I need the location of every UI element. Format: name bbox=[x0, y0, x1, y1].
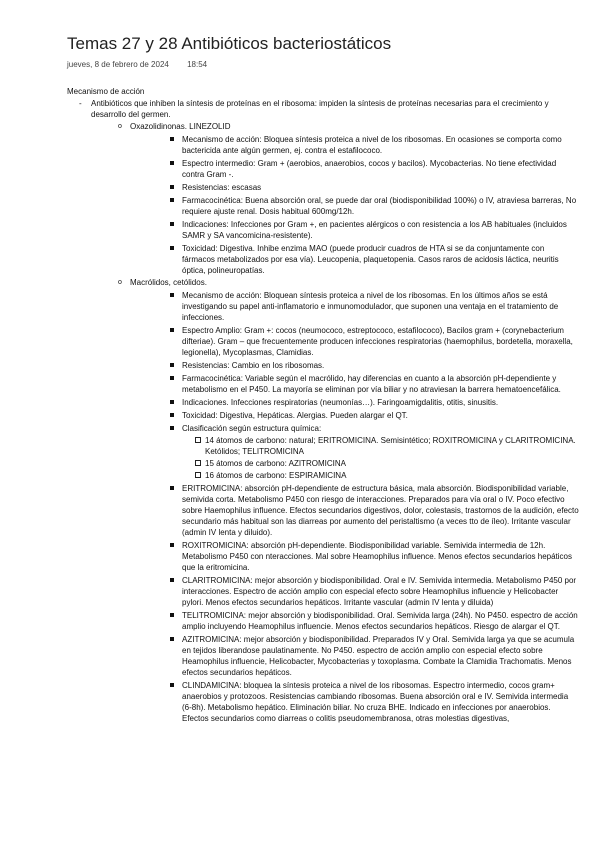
classification-item bbox=[195, 435, 579, 457]
outline-root bbox=[67, 98, 579, 724]
intro-text: Antibióticos que inhiben la síntesis de proteínas en el ribosoma: impiden la síntesis de proteínas necesarias para el crecimiento y desarrollo del germen. bbox=[91, 99, 549, 119]
square-bullet-icon bbox=[170, 637, 174, 641]
list-item-text: Toxicidad: Digestiva. Inhibe enzima MAO (puede producir cuadros de HTA si se da conjuntamente con fármacos metabolizados por esa vía). Leucopenia, plaquetopenia. Casos raros de acidosis láctica, neuritis óptica, polineuropatías. bbox=[182, 244, 559, 275]
classification-text: 15 átomos de carbono: AZITROMICINA bbox=[205, 459, 346, 468]
classification-text: 16 átomos de carbono: ESPIRAMICINA bbox=[205, 471, 347, 480]
list-item bbox=[170, 290, 579, 323]
list-item-text: Farmacocinética: Variable según el macrólido, hay diferencias en cuanto a la absorción pH-dependiente y metabolismo en el P450. La mayoría se eliminan por vía biliar y no atraviesan la barrera hematoencefálica. bbox=[182, 374, 561, 394]
page-date: jueves, 8 de febrero de 2024 bbox=[67, 60, 169, 69]
list-item-classification bbox=[170, 423, 579, 481]
list-item-text: Resistencias: escasas bbox=[182, 183, 262, 192]
classification-item bbox=[195, 458, 579, 469]
group-title: Macrólidos, cetólidos. bbox=[130, 278, 207, 287]
drug-text: CLARITROMICINA: mejor absorción y biodisponibilidad. Oral e IV. Semivida intermedia. Metabolismo P450 por interacciones. Espectro de acción amplio con especial efecto sobre Heamophilus influencie y Helicobacter pylori. Menos efectos secundarios hepáticos. Irritante vascular (admin IV lenta y diluida) bbox=[182, 576, 577, 607]
list-item bbox=[170, 158, 579, 180]
drug-text: ROXITROMICINA: absorción pH-dependiente. Biodisponibilidad variable. Semivida intermedia de 12h. Metabolismo P450 con nteracciones. Mal sobre Heamophilus influence. Menos efectos secundarios hepáticos que la eritromicina. bbox=[182, 541, 572, 572]
list-item bbox=[170, 360, 579, 371]
list-item-text: Resistencias: Cambio en los ribosomas. bbox=[182, 361, 325, 370]
list-item-text: Mecanismo de acción: Bloquea síntesis proteica a nivel de los ribosomas. En ocasiones se comporta como bactericida ante algún germen, ej. contra el estafilococo. bbox=[182, 135, 562, 155]
list-item bbox=[170, 243, 579, 276]
circle-bullet-icon: o bbox=[118, 279, 122, 286]
square-bullet-icon bbox=[170, 246, 174, 250]
list-item-text: Mecanismo de acción: Bloquean síntesis proteica a nivel de los ribosomas. En los últimos años se está investigando su papel anti-inflamatorio e inmunomodulador, que suponen una ventaja en el tratamiento de infecciones. bbox=[182, 291, 559, 322]
list-item-text: Toxicidad: Digestiva, Hepáticas. Alergias. Pueden alargar el QT. bbox=[182, 411, 408, 420]
square-bullet-icon bbox=[170, 363, 174, 367]
group-items bbox=[130, 134, 579, 276]
list-item bbox=[170, 325, 579, 358]
group-list bbox=[91, 121, 579, 724]
square-bullet-icon bbox=[170, 161, 174, 165]
drug-item bbox=[170, 634, 579, 678]
hollow-square-bullet-icon bbox=[195, 437, 201, 443]
square-bullet-icon bbox=[170, 328, 174, 332]
square-bullet-icon bbox=[170, 426, 174, 430]
page-time: 18:54 bbox=[187, 60, 208, 69]
drug-text: CLINDAMICINA: bloquea la síntesis proteica a nivel de los ribosomas. Espectro intermedio, cocos gram+ anaerobios y protozoos. Resistencias cambiando ribosomas. Buena absorción oral e IV. Semivida intermedia (6-8h). Metabolismo hepático. Eliminación biliar. No cruza BHE. Indicado en infecciones por anaerobios. Efectos secundarios como diarreas o colitis pseudomembranosa, otras molestias digestivas, bbox=[182, 681, 569, 723]
group-macrolidos bbox=[118, 277, 579, 724]
square-bullet-icon bbox=[170, 400, 174, 404]
square-bullet-icon bbox=[170, 413, 174, 417]
square-bullet-icon bbox=[170, 376, 174, 380]
square-bullet-icon bbox=[170, 613, 174, 617]
list-item bbox=[170, 410, 579, 421]
classification-item bbox=[195, 470, 579, 481]
square-bullet-icon bbox=[170, 185, 174, 189]
circle-bullet-icon: o bbox=[118, 123, 122, 130]
list-item-text: Farmacocinética: Buena absorción oral, se puede dar oral (biodisponibilidad 100%) o IV, atraviesa barreras, No requiere ajuste renal. Dosis habitual 600mg/12h. bbox=[182, 196, 577, 216]
square-bullet-icon bbox=[170, 683, 174, 687]
square-bullet-icon bbox=[170, 578, 174, 582]
list-item bbox=[170, 182, 579, 193]
list-item-text: Clasificación según estructura química: bbox=[182, 424, 322, 433]
list-item-text: Indicaciones: Infecciones por Gram +, en pacientes alérgicos o con resistencia a los AB habituales (incluidos SAMR y SA vancomicina-resistente). bbox=[182, 220, 567, 240]
square-bullet-icon bbox=[170, 137, 174, 141]
list-item bbox=[170, 134, 579, 156]
hollow-square-bullet-icon bbox=[195, 472, 201, 478]
drug-item bbox=[170, 610, 579, 632]
square-bullet-icon bbox=[170, 222, 174, 226]
list-item bbox=[170, 397, 579, 408]
list-item bbox=[170, 195, 579, 217]
drug-item bbox=[170, 540, 579, 573]
drug-item bbox=[170, 575, 579, 608]
hollow-square-bullet-icon bbox=[195, 460, 201, 466]
group-title: Oxazolidinonas. LINEZOLID bbox=[130, 122, 231, 131]
list-item bbox=[170, 373, 579, 395]
page-title: Temas 27 y 28 Antibióticos bacteriostáticos bbox=[67, 34, 392, 53]
list-item-text: Espectro intermedio: Gram + (aerobios, anaerobios, cocos y bacilos). Mycobacterias. No tiene efectividad contra Gram -. bbox=[182, 159, 557, 179]
page-meta bbox=[67, 60, 579, 72]
drug-item bbox=[170, 483, 579, 538]
list-item-text: Indicaciones. Infecciones respiratorias (neumonías…). Faringoamigdalitis, otitis, sinusitis. bbox=[182, 398, 499, 407]
drug-text: ERITROMICINA: absorción pH-dependiente de estructura básica, mala absorción. Biodisponibilidad variable, semivida corta. Metabolismo P450 con riesgo de interacciones. Preparados para vía oral o IV. Poco efectivo sobre Haemophilus influence. Efectos secundarios digestivos, dolor, colestasis, trastornos de la audición, efecto secundario más habitual son las diarreas por aumento del peristaltismo (a veces tto de íleo). Irritante vascular (admin IV lenta y diluido). bbox=[182, 484, 579, 537]
drug-item bbox=[170, 680, 579, 724]
square-bullet-icon bbox=[170, 486, 174, 490]
group-items bbox=[130, 290, 579, 724]
classification-text: 14 átomos de carbono: natural; ERITROMICINA. Semisintético; ROXITROMICINA y CLARITROMICINA. Ketólidos; TELITROMICINA bbox=[205, 436, 576, 456]
outline-item-intro bbox=[79, 98, 579, 724]
drug-text: AZITROMICINA: mejor absorción y biodisponibilidad. Preparados IV y Oral. Semivida larga ya que se acumula en tejidos liberandose paulatinamente. No P450. espectro de acción amplio con especial efecto sobre Heamophilus influencie, Helicobacter, Mycobacterias y toxoplasma. Combate la Clamidia Trachomatis. Menos efectos secundarios hepáticos. bbox=[182, 635, 575, 677]
square-bullet-icon bbox=[170, 293, 174, 297]
dash-bullet-icon: - bbox=[79, 99, 82, 108]
list-item bbox=[170, 219, 579, 241]
drug-text: TELITROMICINA: mejor absorción y biodisponibilidad. Oral. Semivida larga (24h). No P450. espectro de acción amplio incluyendo Heamophilus influencie. Menos efectos secundarios hepáticos. Riesgo de alargar el QT. bbox=[182, 611, 578, 631]
section-heading: Mecanismo de acción bbox=[67, 87, 145, 96]
square-bullet-icon bbox=[170, 198, 174, 202]
square-bullet-icon bbox=[170, 543, 174, 547]
group-oxazolidinonas bbox=[118, 121, 579, 276]
note-content bbox=[67, 86, 579, 724]
classification-list bbox=[182, 435, 579, 481]
list-item-text: Espectro Amplio: Gram +: cocos (neumococo, estreptococo, estafilococo), Bacilos gram + (corynebacterium difteriae). Gram – que frecuentemente producen infecciones respiratorias (haemophilus, bordetella, moraxella, legionella), Mycoplasmas, Clamidias. bbox=[182, 326, 573, 357]
